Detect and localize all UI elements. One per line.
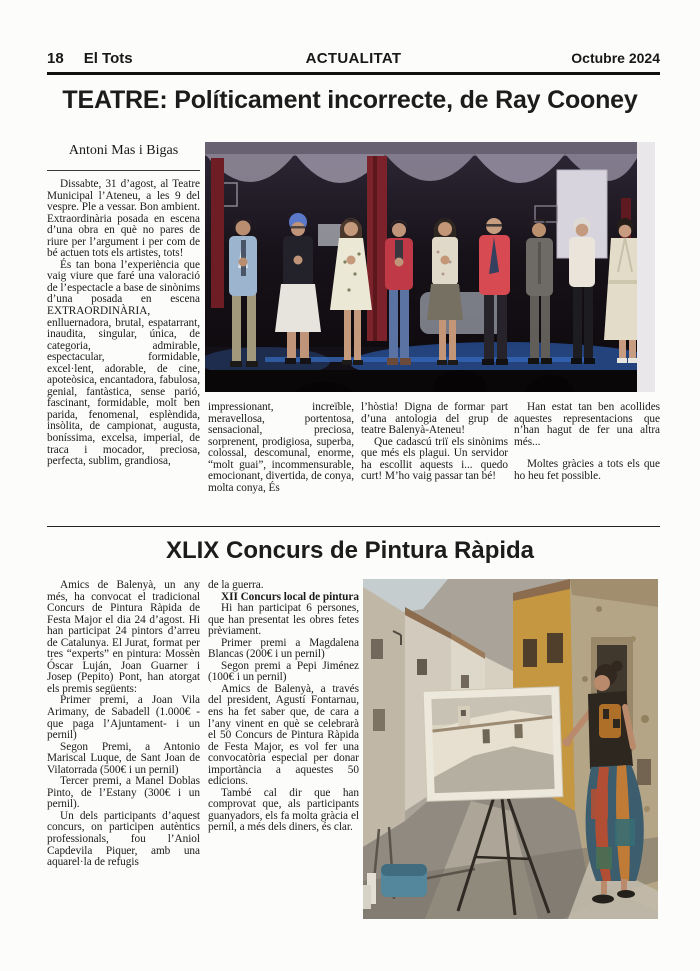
paragraph: És tan bona l’experiència que vaig viure que faré una valoració de l’espectacle a base de sinònims d’una posada en escena EXTRAORDINÀRIA, enlluernadora, brutal, espatarrant, inaudita, singular, única, de categoria, admirable, espectacular, formidable, excel·lent, adorable, de cine, apoteòsica, encantadora, fabulosa, genial, fantàstica, sense parió, fascinant, formidable, molt ben parida, fenomenal, esplèndida, insòlita, de campionat, augusta, boníssima, excelsa, imperial, de traca i mocador, preciosa, perfecta, sublim, grandiosa, [47,258,200,468]
paragraph: Dissabte, 31 d’agost, al Teatre Municipal l’Ateneu, a les 9 del vespre. Ple a vessar. Bon ambient. Extraordinària posada en escena d’una obra en què no pares de riure per l’argument i per com de bé actuen tots els artistes, tots! [47,178,200,260]
paragraph: Han estat tan ben acollides aquestes representacions que n’han hagut de fer una altra més... [514,401,660,448]
paragraph: Segon premi a Pepi Jiménez (100€ i un pernil) [208,659,359,684]
issue-date: Octubre 2024 [571,50,660,66]
theatre-cast-photo [205,142,655,392]
curtain-fold [373,156,377,341]
paragraph: Hi han participat 6 persones, que han presentat les obres fetes prèviament. [208,602,359,638]
photo-edge-fade [637,142,655,392]
paragraph: Amics de Balenyà, un any més, ha convocat el tradicional Concurs de Pintura Ràpida de Festa Major el dia 24 d’agost. Hi han participat 24 pintors d’arreu de Catalunya. El Jurat, format per tres “experts” en pintura: Mossèn Óscar Luján, Joan Guarner i Josep (Pepito) Pont, han atorgat els premis següents: [47,579,200,695]
header-left [47,50,257,67]
paragraph: Segon Premi, a Antonio Mariscal Luque, de Sant Joan de Vilatorrada (500€ i un pernil) [47,740,200,776]
paragraph: Primer premi a Magdalena Blancas (200€ i un pernil) [208,636,359,661]
article2-column1 [47,580,200,869]
paragraph: Tercer premi, a Manel Doblas Pinto, de l’Estany (300€ i un pernil). [47,775,200,811]
article2-column2 [208,580,359,834]
author-name: Antoni Mas i Bigas [68,143,179,158]
magazine-title: El Tots [83,50,133,67]
section-title: ACTUALITAT [305,50,402,67]
red-curtain-left [211,158,224,308]
article-divider [47,526,660,527]
paragraph: També cal dir que han comprovat que, als participants guanyadors, els fa molta gràcia el pernil, a més dels diners, és clar. [208,786,359,834]
theatre-photo-graphic [205,142,655,392]
article1-byline [47,143,200,171]
article1-column2 [208,402,354,494]
page-number: 18 [47,50,64,67]
article1-column1 [47,179,200,468]
page-header [47,50,660,75]
article1-column4 [514,402,660,482]
paragraph: Amics de Balenyà, a través del president, Agustí Fontarnau, ens ha fet saber que, de cara a l’any vinent en què se celebrarà el 50 Concurs de Pintura Ràpida de Festa Major, es vol fer una convocatòria especial per donar importància a aquestes 50 edicions. [208,682,359,788]
street-painter-graphic [363,579,658,919]
paragraph: impressionant, increïble, meravellosa, portentosa, sensacional, preciosa, sorprenent, prodigiosa, superba, colossal, descomunal, enorme, “molt guai”, incommensurable, emocionant, divertida, de conya, molta conya, És [208,401,354,494]
paragraph: Moltes gràcies a tots els que ho heu fet possible. [514,458,660,482]
paragraph: Un dels participants d’aquest concurs, on participen autèntics professionals, fou l’Aniol Capdevila Piquer, amb una aquarel·la de refugis [47,809,200,869]
article1-column3 [361,402,508,483]
painting-contest-photo [363,579,658,919]
paragraph: Que cadascú triï els sinònims que més els plagui. Un servidor ha escollit aquests i... quedo curt! M’ho vaig passar tan bé! [361,435,508,483]
article1-headline: TEATRE: Políticament incorrecte, de Ray Cooney [62,86,638,114]
article2-headline: XLIX Concurs de Pintura Ràpida [165,537,535,564]
paragraph: de la guerra. [208,579,264,591]
warm-light-overlay [363,579,658,919]
paragraph: Primer premi, a Joan Vila Arimany, de Sabadell (1.000€ -que paga l’Ajuntament- i un pernil) [47,694,200,742]
paragraph: l’hòstia! Digna de formar part d’una antologia del grup de teatre Balenyà-Ateneu! [361,401,508,437]
article2-subhead: XII Concurs local de pintura [221,590,359,603]
